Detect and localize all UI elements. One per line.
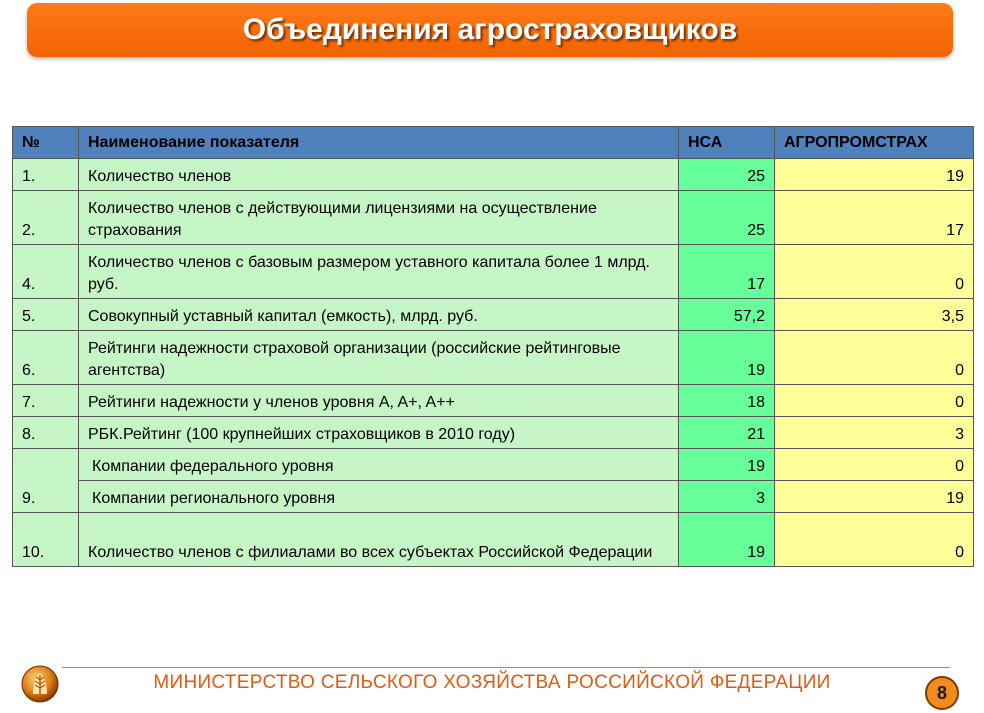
table-row	[13, 191, 974, 245]
table-row	[13, 417, 974, 449]
row-nsa-value: 3	[679, 481, 775, 513]
row-nsa-value: 19	[679, 331, 775, 385]
table-row	[13, 385, 974, 417]
row-agroprom-value: 3	[775, 417, 974, 449]
ministry-name: МИНИСТЕРСТВО СЕЛЬСКОГО ХОЗЯЙСТВА РОССИЙСКОЙ ФЕДЕРАЦИИ	[153, 672, 831, 693]
row-nsa-value: 57,2	[679, 299, 775, 331]
page-title: Объединения агростраховщиков	[242, 13, 738, 46]
row-agroprom-value: 19	[775, 159, 974, 191]
row-indicator: Количество членов	[79, 159, 679, 191]
ministry-emblem-icon	[21, 665, 59, 703]
row-number: 6.	[13, 331, 79, 385]
column-header-agroprom: АГРОПРОМСТРАХ	[775, 127, 974, 159]
row-agroprom-value: 3,5	[775, 299, 974, 331]
row-nsa-value: 17	[679, 245, 775, 299]
comparison-table	[12, 126, 974, 567]
table-row	[13, 449, 974, 481]
row-number: 1.	[13, 159, 79, 191]
row-number: 4.	[13, 245, 79, 299]
table-row	[13, 159, 974, 191]
page-number-badge: 8	[925, 676, 959, 710]
table-header-row	[13, 127, 974, 159]
row-indicator: Количество членов с филиалами во всех субъектах Российской Федерации	[79, 513, 679, 567]
row-number: 9.	[13, 449, 79, 513]
title-banner	[27, 3, 953, 57]
row-indicator: Компании регионального уровня	[79, 481, 679, 513]
column-header-number: №	[13, 127, 79, 159]
row-nsa-value: 25	[679, 159, 775, 191]
row-number: 5.	[13, 299, 79, 331]
row-indicator: Совокупный уставный капитал (емкость), млрд. руб.	[79, 299, 679, 331]
row-agroprom-value: 0	[775, 513, 974, 567]
row-indicator: РБК.Рейтинг (100 крупнейших страховщиков в 2010 году)	[79, 417, 679, 449]
row-indicator: Рейтинги надежности у членов уровня A, A+, A++	[79, 385, 679, 417]
row-agroprom-value: 0	[775, 331, 974, 385]
table-row	[13, 513, 974, 567]
table-row	[13, 481, 974, 513]
row-agroprom-value: 0	[775, 385, 974, 417]
row-nsa-value: 18	[679, 385, 775, 417]
column-header-nsa: НСА	[679, 127, 775, 159]
row-indicator: Компании федерального уровня	[79, 449, 679, 481]
table-row	[13, 245, 974, 299]
row-indicator: Рейтинги надежности страховой организации (российские рейтинговые агентства)	[79, 331, 679, 385]
row-agroprom-value: 19	[775, 481, 974, 513]
row-agroprom-value: 0	[775, 245, 974, 299]
row-indicator: Количество членов с действующими лицензиями на осуществление страхования	[79, 191, 679, 245]
row-number: 10.	[13, 513, 79, 567]
row-number: 8.	[13, 417, 79, 449]
column-header-indicator: Наименование показателя	[79, 127, 679, 159]
row-nsa-value: 25	[679, 191, 775, 245]
table-row	[13, 299, 974, 331]
row-nsa-value: 21	[679, 417, 775, 449]
row-agroprom-value: 17	[775, 191, 974, 245]
row-number: 2.	[13, 191, 79, 245]
row-agroprom-value: 0	[775, 449, 974, 481]
row-number: 7.	[13, 385, 79, 417]
row-indicator: Количество членов с базовым размером уставного капитала более 1 млрд. руб.	[79, 245, 679, 299]
table-row	[13, 331, 974, 385]
row-nsa-value: 19	[679, 449, 775, 481]
footer-divider	[62, 667, 950, 668]
row-nsa-value: 19	[679, 513, 775, 567]
